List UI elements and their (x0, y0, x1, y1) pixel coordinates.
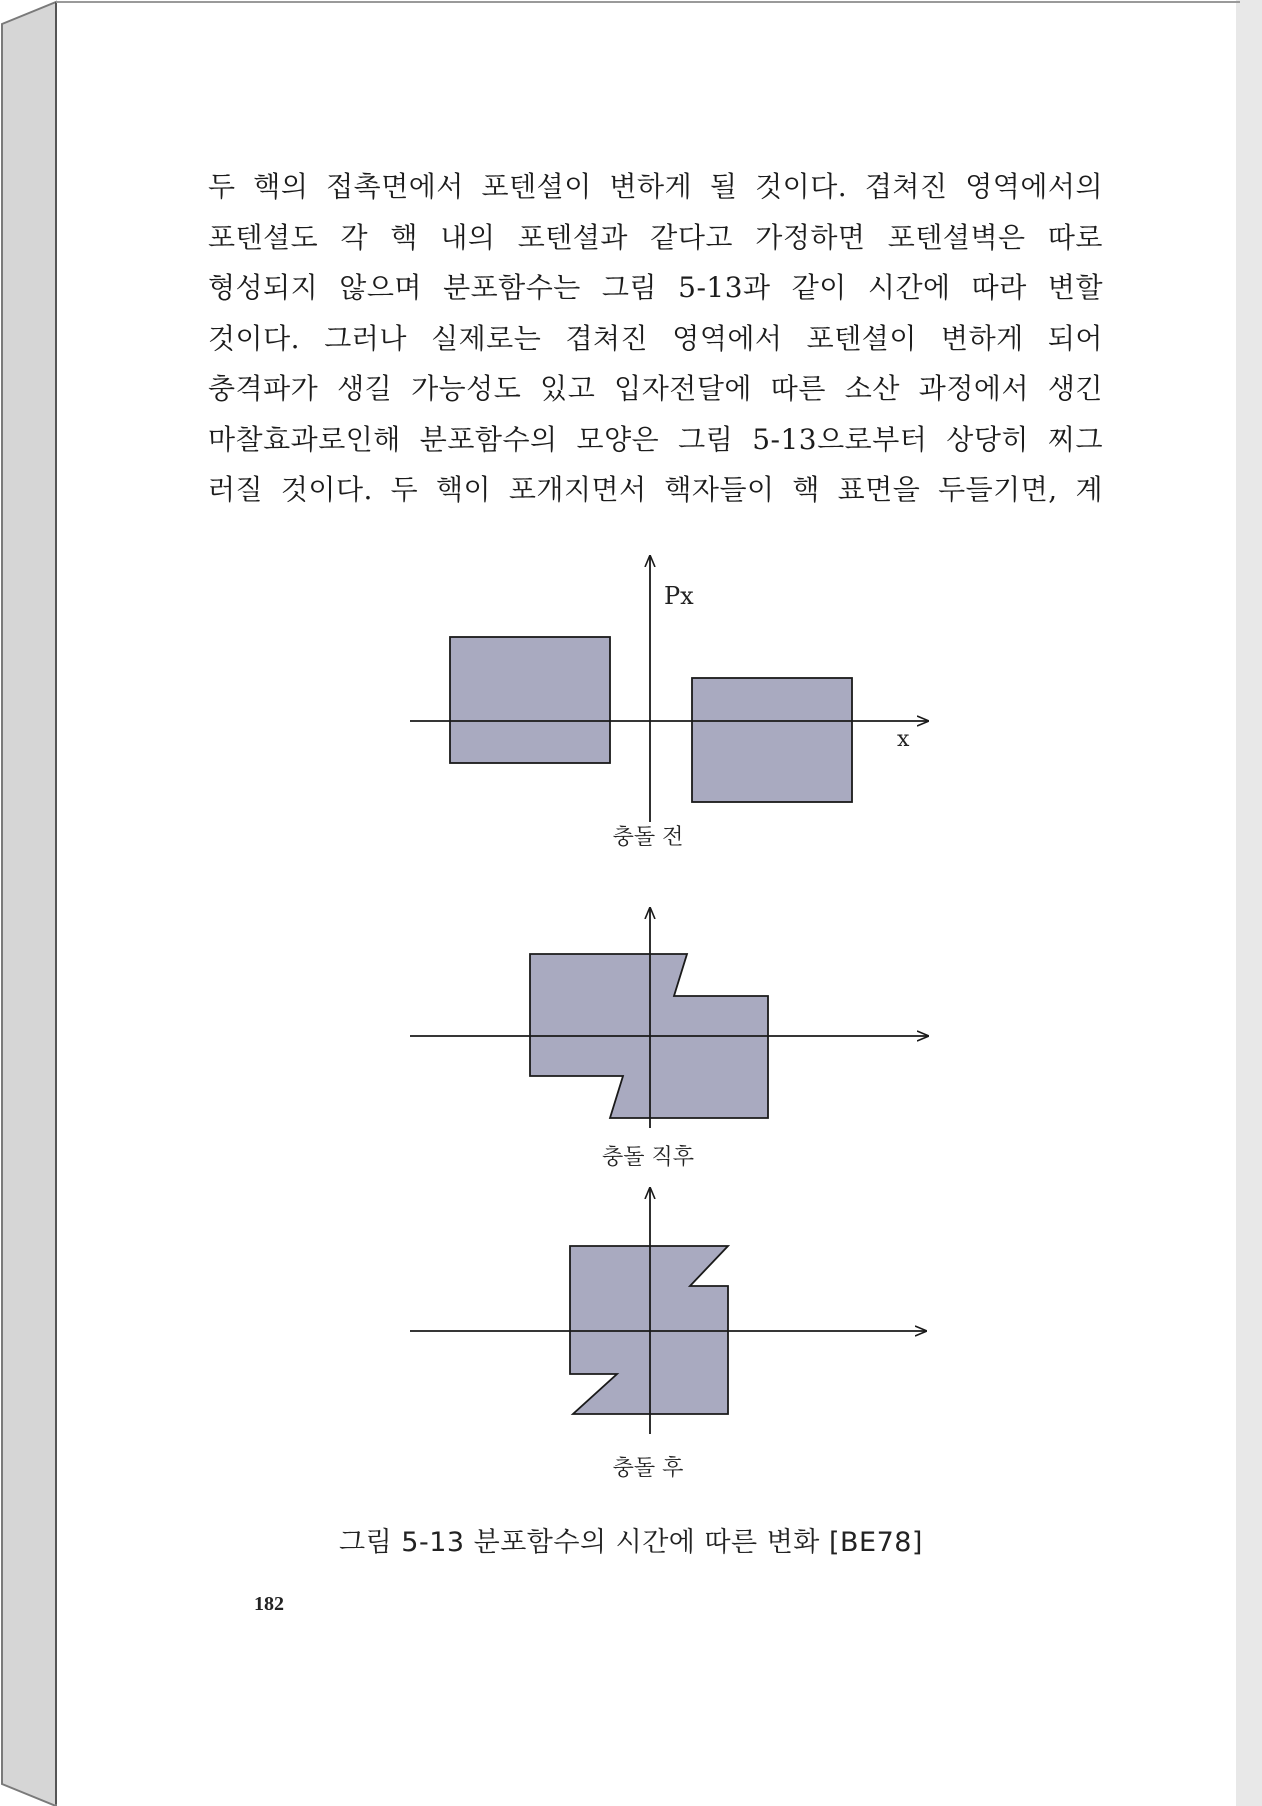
paragraph-line: 충격파가 생길 가능성도 있고 입자전달에 따른 소산 과정에서 생긴 (208, 372, 1103, 405)
relaxed-distribution-shape (570, 1246, 728, 1414)
page-number: 182 (254, 1593, 284, 1615)
panel-label-before: 충돌 전 (612, 825, 684, 850)
paragraph-line: 마찰효과로인해 분포함수의 모양은 그림 5-13으로부터 상당히 찌그 (208, 422, 1103, 456)
paragraph-line: 러질 것이다. 두 핵이 포개지면서 핵자들이 핵 표면을 두들기면, 계 (208, 473, 1103, 506)
paragraph-line: 형성되지 않으며 분포함수는 그림 5-13과 같이 시간에 따라 변할 (208, 271, 1103, 304)
panel-label-after: 충돌 후 (612, 1456, 684, 1481)
px-axis-label: Px (664, 582, 694, 610)
x-axis-label: x (897, 727, 910, 752)
left-distribution-rectangle (450, 637, 610, 763)
right-distribution-rectangle (692, 678, 852, 802)
panel-just-after-collision (410, 908, 928, 1170)
panel-after-collision (410, 1188, 926, 1481)
paragraph-line: 포텐셜도 각 핵 내의 포텐셜과 같다고 가정하면 포텐셜벽은 따로 (208, 220, 1103, 254)
panel-before-collision (410, 556, 928, 850)
paragraph-line: 두 핵의 접촉면에서 포텐셜이 변하게 될 것이다. 겹쳐진 영역에서의 (208, 170, 1103, 203)
figure-caption: 그림 5-13 분포함수의 시간에 따른 변화 [BE78] (339, 1527, 923, 1558)
panel-label-just-after: 충돌 직후 (601, 1145, 695, 1170)
paragraph-line: 것이다. 그러나 실제로는 겹쳐진 영역에서 포텐셜이 변하게 되어 (208, 321, 1103, 355)
